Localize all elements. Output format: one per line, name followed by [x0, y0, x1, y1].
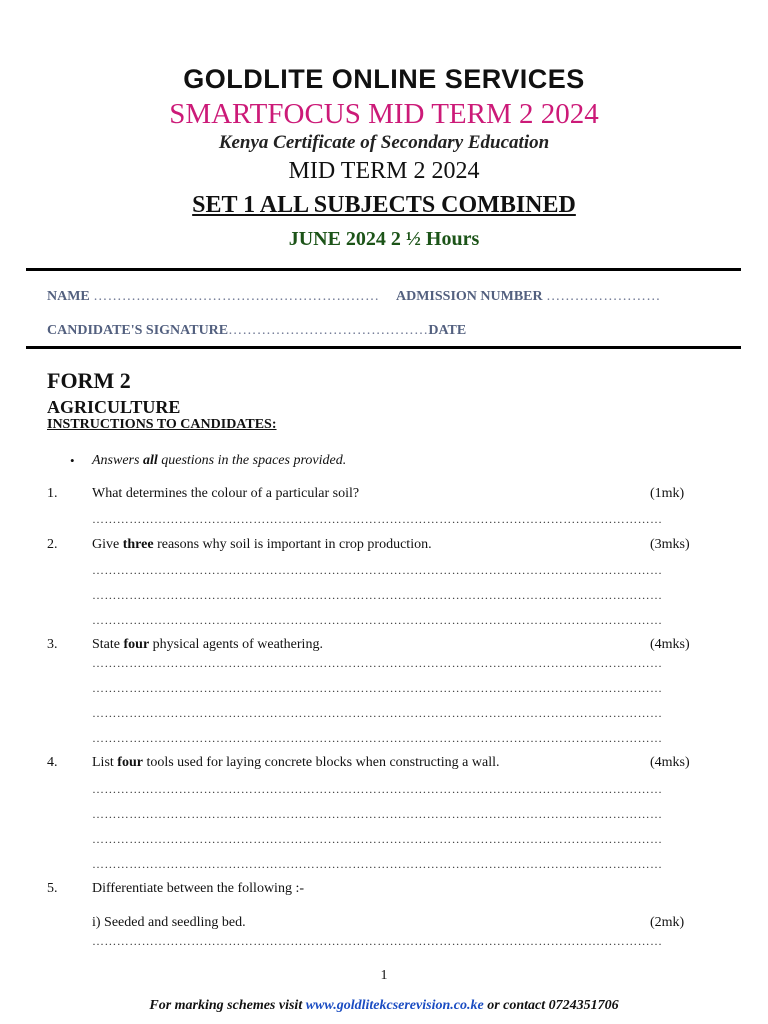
answer-line[interactable]: …………………………………………………………………………………………………………………………	[92, 658, 663, 668]
answer-line[interactable]: …………………………………………………………………………………………………………………………	[92, 809, 663, 819]
question-text-pre: State	[92, 637, 124, 652]
answer-line[interactable]: …………………………………………………………………………………………………………………………	[92, 615, 663, 625]
form-heading: FORM 2	[47, 368, 131, 393]
answer-line[interactable]: …………………………………………………………………………………………………………………………	[92, 859, 663, 869]
answer-line[interactable]: …………………………………………………………………………………………………………………………	[92, 834, 663, 844]
footer-website-link[interactable]: www.goldlitekcserevision.co.ke	[305, 998, 484, 1013]
set-title	[0, 192, 768, 219]
signature-field[interactable]	[47, 323, 466, 339]
question-text	[92, 755, 499, 771]
certificate-subtitle: Kenya Certificate of Secondary Education	[218, 132, 550, 153]
question-text-bold: four	[123, 637, 150, 652]
footer-note	[0, 998, 768, 1014]
organization-title: GOLDLITE ONLINE SERVICES	[183, 64, 585, 94]
admission-number-field[interactable]	[396, 289, 661, 305]
name-label: NAME	[47, 289, 90, 304]
question-text-post: physical agents of weathering.	[149, 637, 323, 652]
answer-line[interactable]: …………………………………………………………………………………………………………………………	[92, 784, 663, 794]
admission-label: ADMISSION NUMBER	[396, 289, 543, 304]
question-marks: (4mks)	[650, 637, 690, 652]
set-title-text: SET 1 ALL SUBJECTS COMBINED	[192, 192, 576, 218]
question-text-pre: What determines the colour of a particular soil?	[92, 486, 360, 501]
term-title: MID TERM 2 2024	[288, 158, 480, 184]
subject-heading: AGRICULTURE	[47, 397, 181, 417]
question-number: 4.	[47, 755, 58, 770]
top-rule	[26, 268, 741, 271]
instruction-text-bold: all	[142, 453, 158, 468]
signature-dots: ……………………………………	[228, 323, 429, 338]
subquestion-marks: (2mk)	[650, 915, 685, 930]
signature-label: CANDIDATE'S SIGNATURE	[47, 323, 229, 338]
bullet-icon: •	[70, 453, 75, 468]
question-text-pre: Differentiate between the following :-	[92, 881, 304, 896]
session-duration: JUNE 2024 2 ½ Hours	[288, 228, 480, 250]
subquestion-text: i) Seeded and seedling bed.	[92, 915, 246, 930]
answer-line[interactable]: …………………………………………………………………………………………………………………………	[92, 514, 663, 524]
footer-prefix: For marking schemes visit	[149, 998, 306, 1013]
question-text-bold: three	[122, 537, 154, 552]
answer-line[interactable]: …………………………………………………………………………………………………………………………	[92, 683, 663, 693]
instructions-heading: INSTRUCTIONS TO CANDIDATES:	[47, 417, 277, 432]
question-text-bold: four	[117, 755, 143, 770]
bottom-rule	[26, 346, 741, 349]
answer-line[interactable]: …………………………………………………………………………………………………………………………	[92, 590, 663, 600]
answer-line[interactable]: …………………………………………………………………………………………………………………………	[92, 733, 663, 743]
name-dots: ……………………………………………………	[93, 289, 380, 304]
answer-line[interactable]: …………………………………………………………………………………………………………………………	[92, 936, 663, 946]
question-text	[92, 537, 432, 553]
question-text-pre: Give	[92, 537, 123, 552]
question-number: 2.	[47, 537, 58, 552]
question-text	[92, 881, 304, 897]
instruction-item	[92, 453, 346, 469]
footer-suffix: or contact 0724351706	[483, 998, 619, 1013]
question-text-post: tools used for laying concrete blocks when constructing a wall.	[142, 755, 500, 770]
question-text	[92, 637, 323, 653]
answer-line[interactable]: …………………………………………………………………………………………………………………………	[92, 708, 663, 718]
question-number: 1.	[47, 486, 58, 501]
instruction-text-post: questions in the spaces provided.	[157, 453, 347, 468]
exam-title: SMARTFOCUS MID TERM 2 2024	[169, 98, 599, 130]
question-marks: (3mks)	[650, 537, 690, 552]
date-label: DATE	[428, 323, 467, 338]
question-text	[92, 486, 359, 502]
question-number: 3.	[47, 637, 58, 652]
question-number: 5.	[47, 881, 58, 896]
question-text-post: reasons why soil is important in crop production.	[153, 537, 432, 552]
page-number: 1	[380, 968, 388, 983]
name-field[interactable]	[47, 289, 379, 305]
answer-line[interactable]: …………………………………………………………………………………………………………………………	[92, 565, 663, 575]
instruction-text-pre: Answers	[92, 453, 143, 468]
admission-dots: ……………………	[546, 289, 661, 304]
question-marks: (1mk)	[650, 486, 685, 501]
question-text-pre: List	[92, 755, 118, 770]
question-marks: (4mks)	[650, 755, 690, 770]
